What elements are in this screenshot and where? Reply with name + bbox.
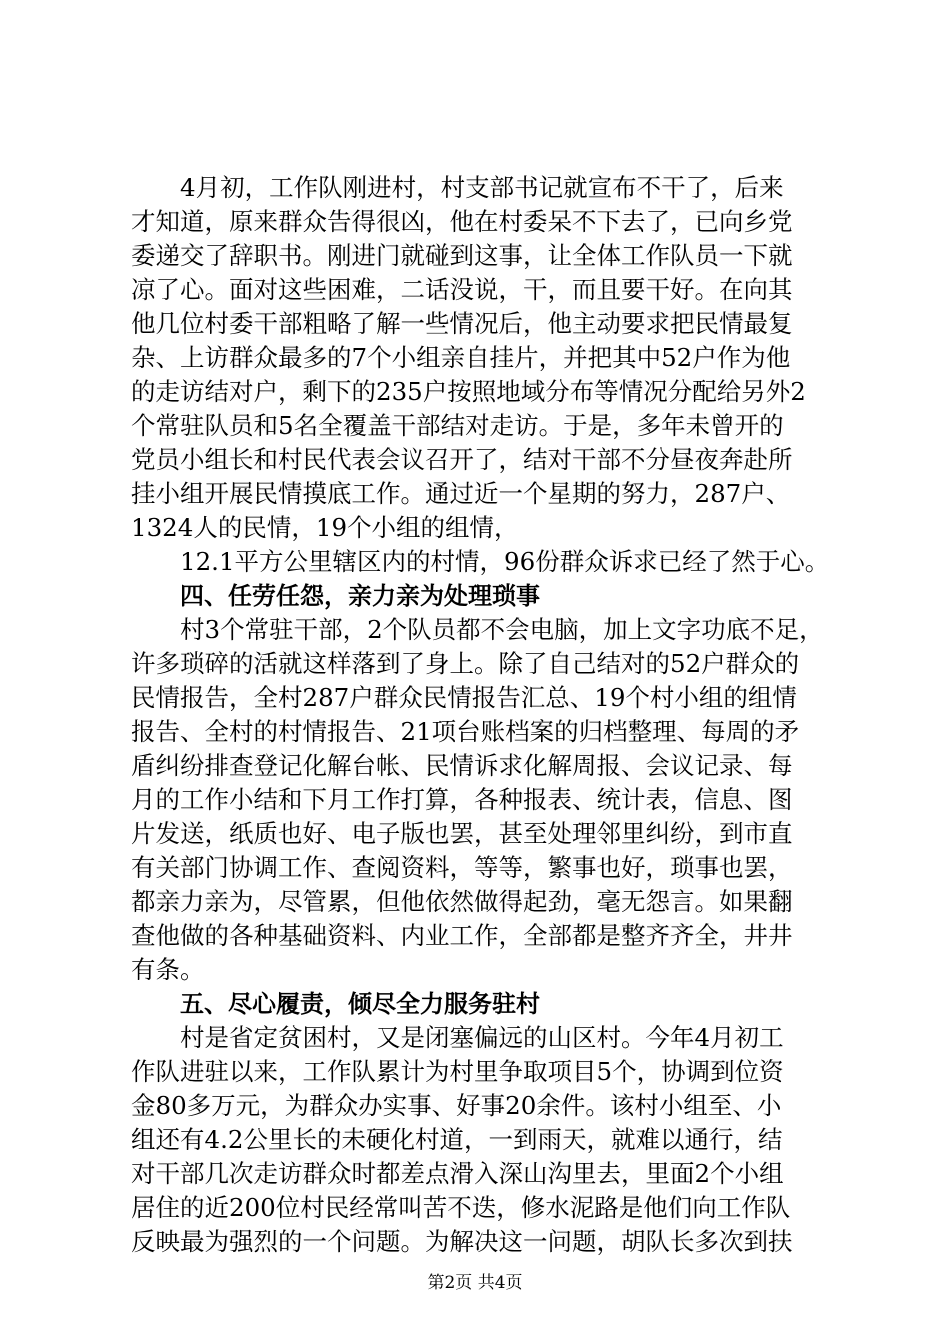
text-line: 民情报告，全村287户群众民情报告汇总、19个村小组的组情 xyxy=(131,683,797,712)
section-heading: 五、尽心履责，倾尽全力服务驻村 xyxy=(180,990,540,1018)
text-line: 有条。 xyxy=(131,955,205,984)
text-line: 凉了心。面对这些困难，二话没说，干，而且要干好。在向其 xyxy=(131,275,793,304)
text-line: 居住的近200位村民经常叫苦不迭，修水泥路是他们向工作队 xyxy=(131,1193,791,1222)
text-line: 作队进驻以来，工作队累计为村里争取项目5个，协调到位资 xyxy=(131,1057,784,1086)
text-line: 个常驻队员和5名全覆盖干部结对走访。于是，多年未曾开的 xyxy=(131,411,784,440)
text-line: 查他做的各种基础资料、内业工作，全部都是整齐齐全，井井 xyxy=(131,921,793,950)
page-footer: 第2页 共4页 xyxy=(427,1273,523,1293)
text-line: 4月初，工作队刚进村，村支部书记就宣布不干了，后来 xyxy=(180,173,784,202)
text-line: 委递交了辞职书。刚进门就碰到这事，让全体工作队员一下就 xyxy=(131,241,793,270)
text-line: 挂小组开展民情摸底工作。通过近一个星期的努力，287户、 xyxy=(131,479,791,508)
text-line: 有关部门协调工作、查阅资料，等等，繁事也好，琐事也罢， xyxy=(131,853,793,882)
text-line: 都亲力亲为，尽管累，但他依然做得起劲，毫无怨言。如果翻 xyxy=(131,887,793,916)
text-line: 12.1平方公里辖区内的村情，96份群众诉求已经了然于心。 xyxy=(180,547,830,576)
text-line: 才知道，原来群众告得很凶，他在村委呆不下去了，已向乡党 xyxy=(131,207,793,236)
text-line: 反映最为强烈的一个问题。为解决这一问题，胡队长多次到扶 xyxy=(131,1227,793,1256)
text-line: 盾纠纷排查登记化解台帐、民情诉求化解周报、会议记录、每 xyxy=(131,751,793,780)
text-line: 村3个常驻干部，2个队员都不会电脑，加上文字功底不足， xyxy=(180,615,824,644)
text-line: 报告、全村的村情报告、21项台账档案的归档整理、每周的矛 xyxy=(131,717,800,746)
text-line: 对干部几次走访群众时都差点滑入深山沟里去，里面2个小组 xyxy=(131,1159,784,1188)
text-line: 党员小组长和村民代表会议召开了，结对干部不分昼夜奔赴所 xyxy=(131,445,793,474)
text-line: 的走访结对户，剩下的235户按照地域分布等情况分配给另外2 xyxy=(131,377,806,406)
text-line: 组还有4.2公里长的未硬化村道，一到雨天，就难以通行，结 xyxy=(131,1125,783,1154)
text-line: 许多琐碎的活就这样落到了身上。除了自己结对的52户群众的 xyxy=(131,649,800,678)
text-line: 杂、上访群众最多的7个小组亲自挂片，并把其中52户作为他 xyxy=(131,343,791,372)
document-body xyxy=(131,171,831,1259)
text-line: 片发送，纸质也好、电子版也罢，甚至处理邻里纠纷，到市直 xyxy=(131,819,793,848)
text-line: 他几位村委干部粗略了解一些情况后，他主动要求把民情最复 xyxy=(131,309,793,338)
text-line: 金80多万元，为群众办实事、好事20余件。该村小组至、小 xyxy=(131,1091,782,1120)
text-line: 1324人的民情，19个小组的组情， xyxy=(131,513,519,542)
text-line: 月的工作小结和下月工作打算，各种报表、统计表，信息、图 xyxy=(131,785,793,814)
text-line: 村是省定贫困村，又是闭塞偏远的山区村。今年4月初工 xyxy=(180,1023,784,1052)
section-heading: 四、任劳任怨，亲力亲为处理琐事 xyxy=(180,582,540,610)
